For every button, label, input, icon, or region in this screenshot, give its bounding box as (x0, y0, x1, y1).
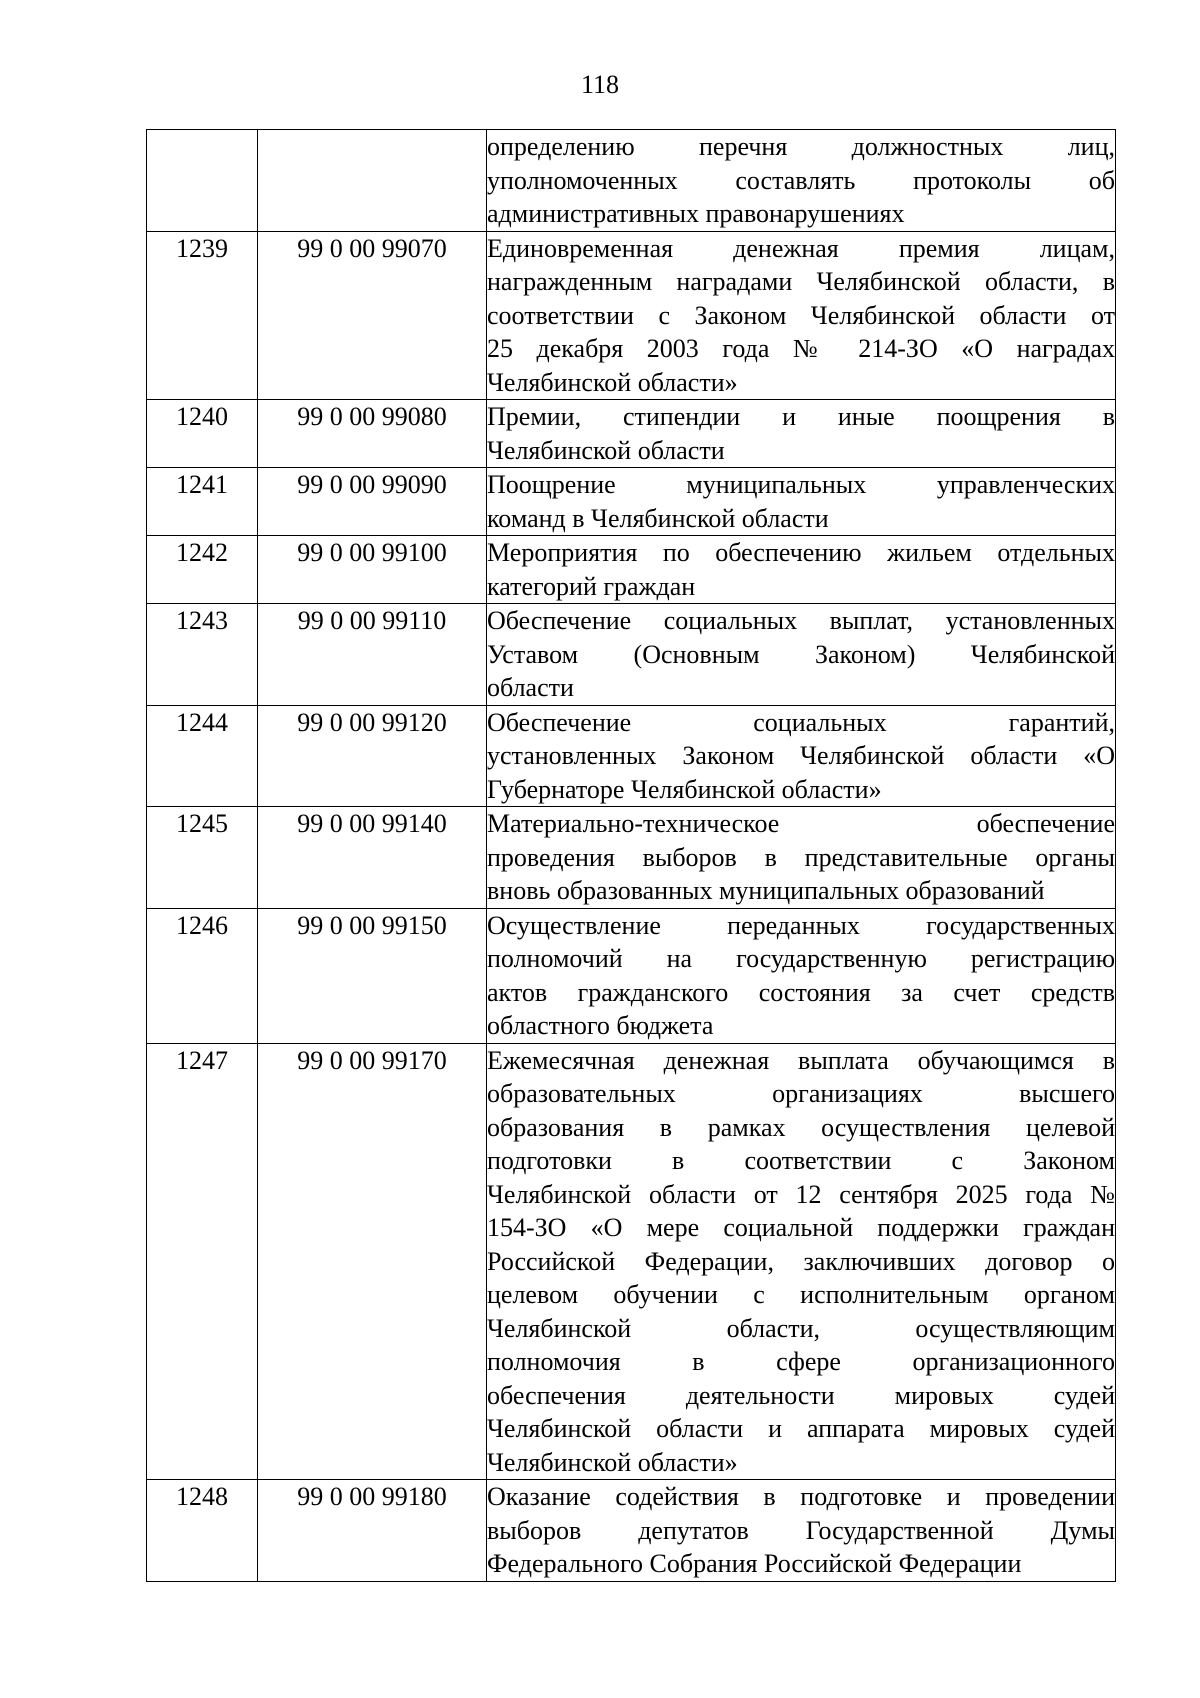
row-number-cell: 1246 (147, 908, 258, 1043)
table-row (147, 468, 1116, 536)
description-line: полномочий на государственную регистрацию (487, 944, 1115, 973)
description-line: Осуществление переданных государственных (487, 910, 1115, 940)
classification-code-cell: 99 0 00 99080 (258, 400, 487, 468)
description-line: образования в рамках осуществления целевой (487, 1112, 1115, 1142)
description-line: определению перечня должностных лиц, (487, 132, 1115, 161)
table-row (147, 1043, 1116, 1480)
row-number-cell: 1243 (147, 604, 258, 706)
description-line: 154-ЗО «О мере социальной поддержки граждан (487, 1213, 1115, 1242)
description-line: вновь образованных муниципальных образований (487, 876, 1045, 905)
row-number-cell: 1239 (147, 231, 258, 400)
description-line: административных правонарушениях (487, 199, 905, 228)
description-cell (487, 908, 1116, 1043)
classification-code-cell: 99 0 00 99070 (258, 231, 487, 400)
table-row (147, 231, 1116, 400)
description-line: категорий граждан (487, 571, 696, 601)
description-line: установленных Законом Челябинской области «О (487, 741, 1115, 770)
description-cell (487, 807, 1116, 909)
row-number-cell: 1247 (147, 1043, 258, 1480)
description-line: областного бюджета (487, 1011, 714, 1040)
row-number-cell: 1248 (147, 1480, 258, 1582)
description-line: выборов депутатов Государственной Думы (487, 1515, 1115, 1545)
description-line: проведения выборов в представительные органы (487, 842, 1115, 872)
description-cell (487, 536, 1116, 604)
description-line: Челябинской области» (487, 1447, 738, 1477)
table-row (147, 1480, 1116, 1582)
row-number-cell: 1240 (147, 400, 258, 468)
description-line: Обеспечение социальных гарантий, (487, 707, 1115, 737)
classification-code-cell: 99 0 00 99100 (258, 536, 487, 604)
description-cell (487, 1480, 1116, 1582)
description-line: Ежемесячная денежная выплата обучающимся в (487, 1045, 1115, 1075)
description-cell (487, 468, 1116, 536)
row-number-cell (147, 130, 258, 232)
description-line: Федерального Собрания Российской Федерации (487, 1549, 1022, 1578)
page-number: 118 (580, 70, 620, 99)
row-number-cell: 1242 (147, 536, 258, 604)
classification-code-cell: 99 0 00 99180 (258, 1480, 487, 1582)
description-line: Челябинской области от 12 сентября 2025 года № (487, 1179, 1115, 1209)
row-number-cell: 1244 (147, 705, 258, 807)
description-line: целевом обучении с исполнительным органом (487, 1280, 1115, 1309)
description-line: 25 декабря 2003 года № 214-ЗО «О наградах (487, 334, 1115, 363)
budget-code-table (146, 129, 1116, 1582)
description-line: Уставом (Основным Законом) Челябинской (487, 639, 1115, 669)
description-cell (487, 400, 1116, 468)
description-line: подготовки в соответствии с Законом (487, 1146, 1115, 1175)
description-cell (487, 1043, 1116, 1480)
description-line: Мероприятия по обеспечению жильем отдельных (487, 538, 1115, 567)
table-row (147, 400, 1116, 468)
description-line: Губернаторе Челябинской области» (487, 774, 882, 804)
table-row (147, 705, 1116, 807)
description-cell (487, 231, 1116, 400)
description-line: образовательных организациях высшего (487, 1079, 1115, 1108)
description-line: Оказание содействия в подготовке и проведении (487, 1482, 1115, 1511)
description-line: Челябинской области (487, 435, 725, 465)
classification-code-cell: 99 0 00 99110 (258, 604, 487, 706)
classification-code-cell: 99 0 00 99170 (258, 1043, 487, 1480)
classification-code-cell (258, 130, 487, 232)
description-line: полномочия в сфере организационного (487, 1347, 1115, 1376)
description-line: команд в Челябинской области (487, 503, 829, 533)
classification-code-cell: 99 0 00 99140 (258, 807, 487, 909)
description-line: Премии, стипендии и иные поощрения в (487, 402, 1115, 431)
description-line: Челябинской области» (487, 367, 738, 397)
table-body (147, 130, 1116, 1582)
description-line: Челябинской области и аппарата мировых судей (487, 1414, 1115, 1443)
row-number-cell: 1241 (147, 468, 258, 536)
description-line: актов гражданского состояния за счет средств (487, 977, 1115, 1007)
description-line: Обеспечение социальных выплат, установленных (487, 606, 1115, 635)
row-number-cell: 1245 (147, 807, 258, 909)
description-line: области (487, 673, 574, 702)
description-cell (487, 604, 1116, 706)
description-line: Челябинской области, осуществляющим (487, 1313, 1115, 1343)
table-row (147, 807, 1116, 909)
table-row (147, 130, 1116, 232)
description-line: Материально-техническое обеспечение (487, 809, 1115, 838)
description-line: Единовременная денежная премия лицам, (487, 233, 1115, 263)
classification-code-cell: 99 0 00 99150 (258, 908, 487, 1043)
table-row (147, 536, 1116, 604)
table-row (147, 604, 1116, 706)
description-line: обеспечения деятельности мировых судей (487, 1380, 1115, 1410)
description-cell (487, 705, 1116, 807)
description-line: награжденным наградами Челябинской области, в (487, 267, 1115, 296)
table-row (147, 908, 1116, 1043)
description-line: уполномоченных составлять протоколы об (487, 165, 1115, 195)
description-cell (487, 130, 1116, 232)
description-line: Российской Федерации, заключивших договор о (487, 1246, 1115, 1276)
classification-code-cell: 99 0 00 99090 (258, 468, 487, 536)
classification-code-cell: 99 0 00 99120 (258, 705, 487, 807)
description-line: Поощрение муниципальных управленческих (487, 470, 1115, 499)
description-line: соответствии с Законом Челябинской области от (487, 300, 1115, 330)
